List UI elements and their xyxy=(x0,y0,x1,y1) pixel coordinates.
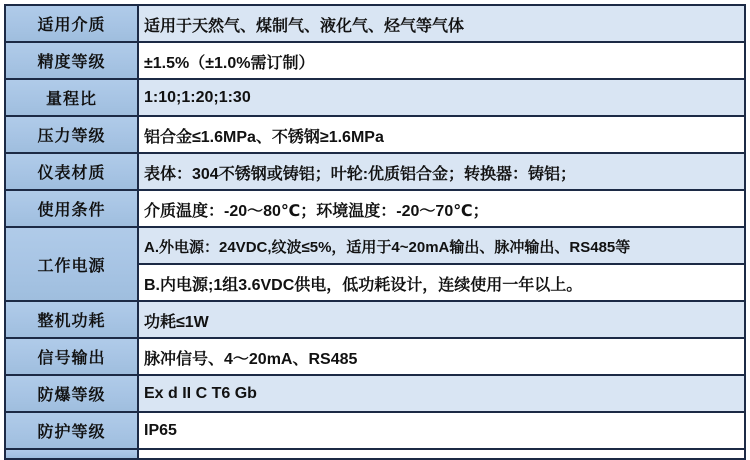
spec-value: IP65 xyxy=(138,412,745,449)
table-row xyxy=(5,412,745,449)
table-row xyxy=(5,42,745,79)
spec-value: Ex d II C T6 Gb xyxy=(138,375,745,412)
spec-value: 适用于天然气、煤制气、液化气、烃气等气体 xyxy=(138,5,745,42)
spec-value: 表体：304不锈钢或铸铝；叶轮:优质铝合金；转换器：铸铝； xyxy=(138,153,745,190)
spec-label xyxy=(5,449,138,459)
spec-label: 使用条件 xyxy=(5,190,138,227)
spec-label: 压力等级 xyxy=(5,116,138,153)
spec-value: ±1.5%（±1.0%需订制） xyxy=(138,42,745,79)
spec-label: 信号输出 xyxy=(5,338,138,375)
spec-label: 仪表材质 xyxy=(5,153,138,190)
spec-value: 功耗≤1W xyxy=(138,301,745,338)
spec-label: 防护等级 xyxy=(5,412,138,449)
spec-value: 1:10;1:20;1:30 xyxy=(138,79,745,116)
spec-value: 介质温度：-20～80℃；环境温度：-20～70℃； xyxy=(138,190,745,227)
table-row xyxy=(5,190,745,227)
spec-table xyxy=(4,4,746,460)
table-row xyxy=(5,116,745,153)
table-row xyxy=(5,375,745,412)
table-row xyxy=(5,301,745,338)
spec-label: 整机功耗 xyxy=(5,301,138,338)
spec-label: 工作电源 xyxy=(5,227,138,301)
spec-value: A.外电源：24VDC,纹波≤5%，适用于4~20mA输出、脉冲输出、RS485等 xyxy=(138,227,745,264)
spec-value: 铝合金≤1.6MPa、不锈钢≥1.6MPa xyxy=(138,116,745,153)
spec-label: 防爆等级 xyxy=(5,375,138,412)
spec-label: 适用介质 xyxy=(5,5,138,42)
spec-label: 量程比 xyxy=(5,79,138,116)
table-row-clipped xyxy=(5,449,745,459)
spec-value: 脉冲信号、4～20mA、RS485 xyxy=(138,338,745,375)
spec-value xyxy=(138,449,745,459)
table-row xyxy=(5,5,745,42)
spec-label: 精度等级 xyxy=(5,42,138,79)
table-row xyxy=(5,79,745,116)
spec-value: B.内电源;1组3.6VDC供电，低功耗设计，连续使用一年以上。 xyxy=(138,264,745,301)
table-row xyxy=(5,227,745,264)
table-row xyxy=(5,338,745,375)
table-row xyxy=(5,153,745,190)
